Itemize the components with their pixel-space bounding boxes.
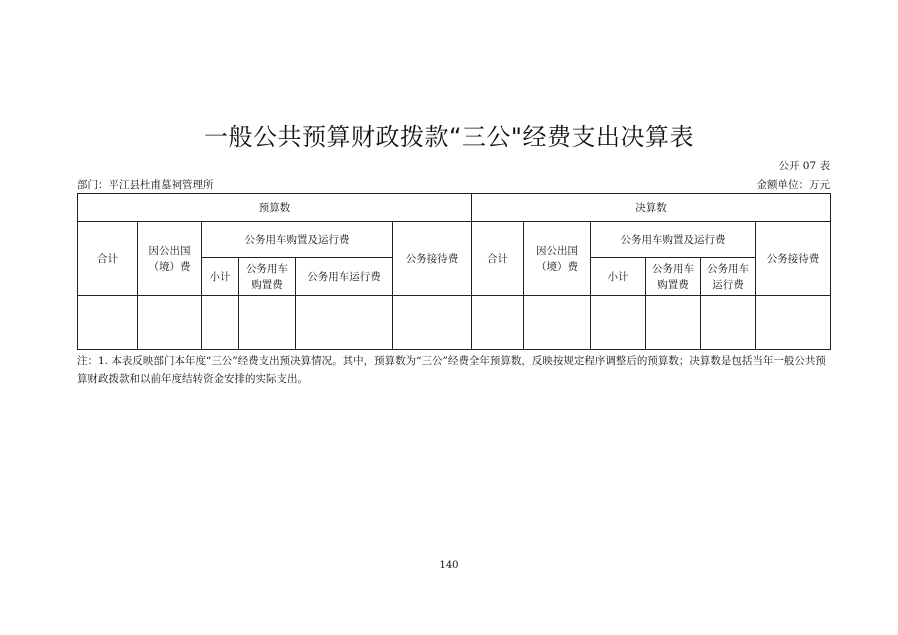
table-cell — [591, 296, 646, 350]
budget-group-header: 预算数 — [78, 194, 472, 222]
table-cell — [524, 296, 591, 350]
header-row-2 — [78, 222, 831, 258]
table-cell — [756, 296, 831, 350]
final-group-header: 决算数 — [472, 194, 831, 222]
final-vehicle-purchase-header: 公务用车购置费 — [646, 258, 701, 296]
table-cell — [472, 296, 524, 350]
table-cell — [393, 296, 472, 350]
footnote: 注：1. 本表反映部门本年度“三公”经费支出预决算情况。其中，预算数为“三公”经费全年预算数，反映按规定程序调整后的预算数；决算数是包括当年一般公共预算财政拨款和以前年度结转资金安排的实际支出。 — [77, 355, 826, 385]
department-label: 部门：平江县杜甫墓祠管理所 — [77, 179, 214, 191]
final-reception-header: 公务接待费 — [756, 222, 831, 296]
unit-label: 金额单位：万元 — [756, 179, 830, 191]
budget-total-header: 合计 — [78, 222, 138, 296]
budget-vehicle-group-header: 公务用车购置及运行费 — [202, 222, 393, 258]
budget-reception-header: 公务接待费 — [393, 222, 472, 296]
final-abroad-header: 因公出国（境）费 — [524, 222, 591, 296]
final-total-header: 合计 — [472, 222, 524, 296]
budget-vehicle-purchase-header: 公务用车购置费 — [239, 258, 296, 296]
table-cell — [239, 296, 296, 350]
header-row-1 — [78, 194, 831, 222]
final-subtotal-header: 小计 — [591, 258, 646, 296]
table-cell — [202, 296, 239, 350]
table-cell — [138, 296, 202, 350]
table-cell — [646, 296, 701, 350]
table-cell — [78, 296, 138, 350]
page-title: 一般公共预算财政拨款“三公"经费支出决算表 — [204, 123, 694, 151]
table-row — [78, 296, 831, 350]
three-public-expense-table — [77, 193, 831, 350]
table-cell — [296, 296, 393, 350]
page-number: 140 — [439, 560, 459, 571]
final-vehicle-operation-header: 公务用车运行费 — [701, 258, 756, 296]
budget-vehicle-operation-header: 公务用车运行费 — [296, 258, 393, 296]
final-vehicle-group-header: 公务用车购置及运行费 — [591, 222, 756, 258]
budget-abroad-header: 因公出国（境）费 — [138, 222, 202, 296]
budget-subtotal-header: 小计 — [202, 258, 239, 296]
form-number: 公开 07 表 — [778, 160, 830, 172]
table-cell — [701, 296, 756, 350]
